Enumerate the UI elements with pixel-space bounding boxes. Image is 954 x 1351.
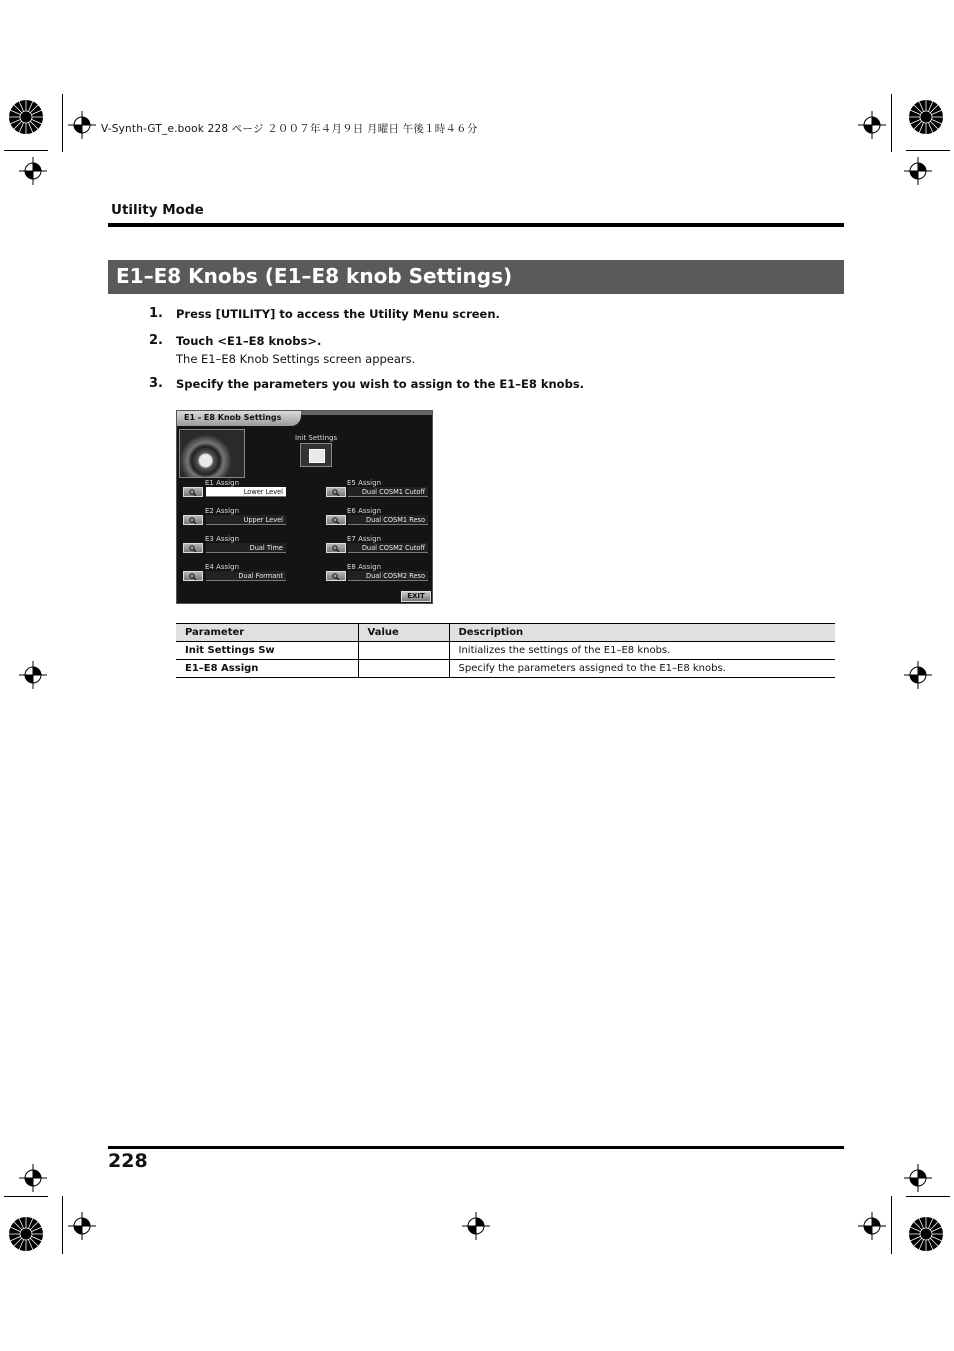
crop-line — [4, 150, 48, 151]
crop-line — [891, 94, 892, 152]
value-cell — [358, 642, 449, 660]
e6-assign-label: E6 Assign — [347, 507, 382, 515]
e5-assign-value[interactable]: Dual COSM1 Cutoff — [348, 487, 428, 497]
e8-assign-value[interactable]: Dual COSM2 Reso — [348, 571, 428, 581]
page-title: E1–E8 Knobs (E1–E8 knob Settings) — [116, 264, 513, 288]
e3-assign-label: E3 Assign — [205, 535, 240, 543]
crosshair-mark-icon — [19, 661, 47, 689]
screen-tab-title: E1 - E8 Knob Settings — [184, 413, 282, 422]
title-bar — [108, 260, 844, 294]
table-row — [176, 660, 835, 678]
step-number: 3. — [149, 376, 163, 391]
e4-assign-value[interactable]: Dual Formant — [206, 571, 286, 581]
e5-assign-label: E5 Assign — [347, 479, 382, 487]
column-header-parameter: Parameter — [176, 624, 358, 642]
crosshair-mark-icon — [462, 1212, 490, 1240]
crosshair-mark-icon — [858, 1212, 886, 1240]
crosshair-mark-icon — [904, 1164, 932, 1192]
step-text: Specify the parameters you wish to assign to the E1–E8 knobs. — [176, 377, 585, 391]
e4-assign-label: E4 Assign — [205, 563, 240, 571]
search-icon[interactable] — [183, 515, 203, 525]
page-number: 228 — [108, 1150, 148, 1172]
e2-assign-label: E2 Assign — [205, 507, 240, 515]
screen-top-bar — [301, 411, 432, 415]
search-icon[interactable] — [183, 571, 203, 581]
search-icon[interactable] — [183, 487, 203, 497]
description-cell: Initializes the settings of the E1–E8 knobs. — [449, 642, 835, 660]
crop-line — [4, 1196, 48, 1197]
crop-line — [906, 1196, 950, 1197]
screen-tab — [177, 411, 301, 426]
exit-button[interactable]: EXIT — [401, 591, 431, 602]
step-note: The E1–E8 Knob Settings screen appears. — [176, 352, 416, 366]
crosshair-mark-icon — [19, 1164, 47, 1192]
parameter-cell: E1–E8 Assign — [176, 660, 358, 678]
step-text: Touch <E1–E8 knobs>. — [176, 334, 322, 348]
search-icon[interactable] — [326, 515, 346, 525]
parameter-cell: Init Settings Sw — [176, 642, 358, 660]
crosshair-mark-icon — [904, 661, 932, 689]
value-cell — [358, 660, 449, 678]
knob-settings-screenshot — [176, 410, 433, 604]
table-row — [176, 642, 835, 660]
crop-line — [62, 1196, 63, 1254]
e1-assign-value[interactable]: Lower Level — [206, 487, 286, 497]
file-header: V-Synth-GT_e.book 228 ページ ２００７年４月９日 月曜日 午後１時４６分 — [101, 123, 478, 135]
crosshair-mark-icon — [19, 157, 47, 185]
registration-sunburst-icon — [908, 1216, 944, 1252]
e7-assign-label: E7 Assign — [347, 535, 382, 543]
section-label: Utility Mode — [111, 202, 204, 218]
e8-assign-label: E8 Assign — [347, 563, 382, 571]
crosshair-mark-icon — [858, 111, 886, 139]
crop-line — [62, 94, 63, 152]
description-cell: Specify the parameters assigned to the E1–E8 knobs. — [449, 660, 835, 678]
registration-sunburst-icon — [908, 99, 944, 135]
e6-assign-value[interactable]: Dual COSM1 Reso — [348, 515, 428, 525]
e2-assign-value[interactable]: Upper Level — [206, 515, 286, 525]
e7-assign-value[interactable]: Dual COSM2 Cutoff — [348, 543, 428, 553]
crosshair-mark-icon — [68, 1212, 96, 1240]
footer-rule — [108, 1146, 844, 1149]
search-icon[interactable] — [326, 543, 346, 553]
crosshair-mark-icon — [904, 157, 932, 185]
step-number: 2. — [149, 333, 163, 348]
table-header-row — [176, 624, 835, 642]
search-icon[interactable] — [183, 543, 203, 553]
crop-line — [891, 1196, 892, 1254]
search-icon[interactable] — [326, 487, 346, 497]
search-icon[interactable] — [326, 571, 346, 581]
crop-line — [906, 150, 950, 151]
crosshair-mark-icon — [68, 111, 96, 139]
section-rule — [108, 223, 844, 227]
e3-assign-value[interactable]: Dual Time — [206, 543, 286, 553]
init-settings-label: Init Settings — [295, 434, 338, 442]
knob-photo — [179, 429, 245, 478]
step-text: Press [UTILITY] to access the Utility Menu screen. — [176, 307, 500, 321]
parameter-table — [176, 623, 835, 678]
registration-sunburst-icon — [8, 99, 44, 135]
e1-assign-label: E1 Assign — [205, 479, 240, 487]
step-number: 1. — [149, 306, 163, 321]
registration-sunburst-icon — [8, 1216, 44, 1252]
column-header-description: Description — [449, 624, 835, 642]
init-settings-button[interactable] — [300, 443, 332, 467]
column-header-value: Value — [358, 624, 449, 642]
